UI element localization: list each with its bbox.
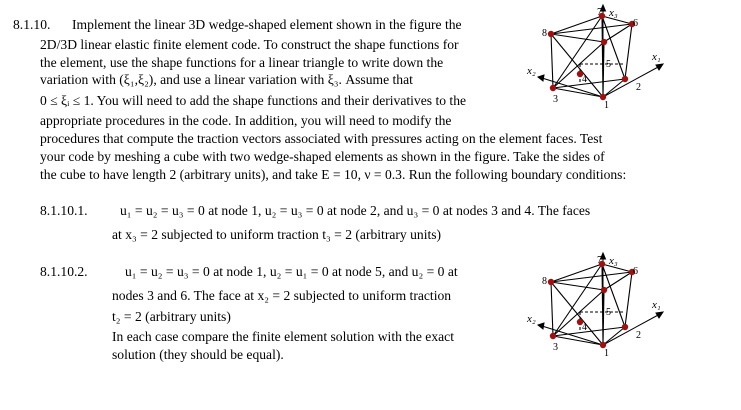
problem-line-2: 2D/3D linear elastic finite element code. To construct the shape functions for	[40, 37, 459, 52]
case2-line-4: In each case compare the finite element solution with the exact	[112, 329, 454, 344]
node-label-8: 8	[542, 276, 547, 287]
problem-line-6: appropriate procedures in the code. In addition, you will need to modify the	[40, 113, 452, 128]
node-label-5: 5	[606, 59, 611, 70]
problem-line-7: procedures that compute the traction vectors associated with pressures acting on the element faces. Test	[40, 131, 603, 146]
problem-number: 8.1.10.	[13, 17, 51, 32]
wedge-mesh-figure-top	[520, 4, 670, 111]
case1-line-2: at x₃ = 2 subjected to uniform traction t₃ = 2 (arbitrary units)	[112, 227, 442, 242]
node-label-6: 6	[633, 18, 638, 29]
node-label-3: 3	[553, 342, 558, 353]
node-label-8: 8	[542, 28, 547, 39]
axis-label-x1: x₁	[652, 299, 661, 311]
case2-line-5: solution (they should be equal).	[112, 347, 284, 362]
wedge-mesh-figure-bottom	[520, 252, 670, 359]
node-label-1: 1	[604, 100, 609, 111]
case2-line-1: u₁ = u₂ = u₃ = 0 at node 1, u₂ = u₁ = 0 at node 5, and u₂ = 0 at	[125, 264, 458, 279]
case2-line-3: t₂ = 2 (arbitrary units)	[112, 309, 231, 324]
node-label-3: 3	[553, 94, 558, 105]
problem-line-8: your code by meshing a cube with two wedge-shaped elements as shown in the figure. Take the sides of	[40, 149, 605, 164]
problem-line-9: the cube to have length 2 (arbitrary units), and take E = 10, ν = 0.3. Run the following boundary conditions:	[40, 167, 627, 182]
axis-label-x3: x₃	[609, 255, 618, 267]
problem-line-1: Implement the linear 3D wedge-shaped element shown in the figure the	[72, 17, 462, 32]
case2-line-2: nodes 3 and 6. The face at x₂ = 2 subjected to uniform traction	[112, 288, 452, 303]
node-label-7: 7	[597, 255, 602, 266]
problem-line-3: the element, use the shape functions for a linear triangle to write down the	[40, 55, 444, 70]
axis-label-x2: x₂	[527, 65, 536, 77]
axis-label-x3: x₃	[609, 7, 618, 19]
problem-line-4: variation with (ξ₁,ξ₂), and use a linear variation with ξ₃. Assume that	[40, 72, 413, 87]
case1-number: 8.1.10.1.	[40, 203, 88, 218]
node-label-4: 4	[582, 322, 587, 333]
axis-label-x1: x₁	[652, 51, 661, 63]
node-label-1: 1	[604, 348, 609, 359]
node-label-7: 7	[597, 7, 602, 18]
case2-number: 8.1.10.2.	[40, 264, 88, 279]
node-label-2: 2	[636, 330, 641, 341]
node-label-6: 6	[633, 266, 638, 277]
case1-line-1: u₁ = u₂ = u₃ = 0 at node 1, u₂ = u₃ = 0 at node 2, and u₃ = 0 at nodes 3 and 4. The faces	[120, 203, 591, 218]
node-label-2: 2	[636, 82, 641, 93]
axis-label-x2: x₂	[527, 313, 536, 325]
node-label-4: 4	[582, 74, 587, 85]
problem-line-5: 0 ≤ ξᵢ ≤ 1. You will need to add the shape functions and their derivatives to the	[40, 93, 467, 108]
node-label-5: 5	[606, 307, 611, 318]
